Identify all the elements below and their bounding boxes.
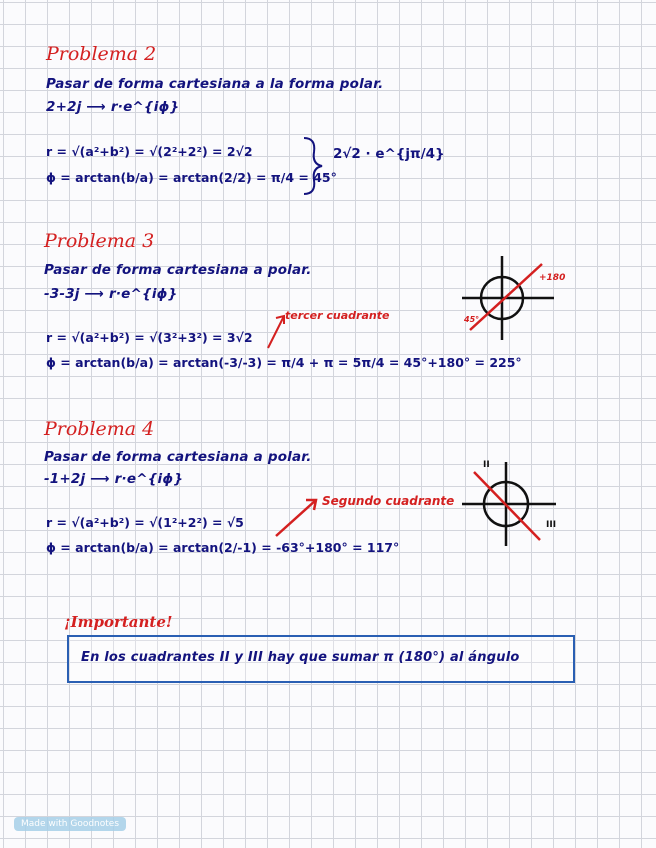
problem3-expression: -3-3j ⟶ r·e^{iϕ} (44, 286, 178, 302)
problem2-statement: Pasar de forma cartesiana a la forma polar. (46, 76, 384, 92)
arrow-icon (272, 496, 322, 540)
goodnotes-badge: Made with Goodnotes (14, 817, 126, 831)
important-box (67, 635, 575, 683)
problem4-statement: Pasar de forma cartesiana a polar. (44, 449, 312, 465)
problem3-annotation: tercer cuadrante (285, 309, 390, 322)
problem3-r-line: r = √(a²+b²) = √(3²+3²) = 3√2 (46, 330, 253, 345)
problem2-result: 2√2 · e^{jπ/4} (333, 146, 445, 162)
problem4-diagram-bottom: III (546, 520, 557, 530)
third-quadrant-diagram (458, 254, 568, 344)
problem4-expression: -1+2j ⟶ r·e^{iϕ} (44, 471, 184, 487)
problem3-statement: Pasar de forma cartesiana a polar. (44, 262, 312, 278)
problem2-phi-line: ϕ = arctan(b/a) = arctan(2/2) = π/4 = 45° (46, 170, 337, 185)
arrow-icon (266, 312, 290, 352)
problem3-title: Problema 3 (44, 230, 155, 252)
important-text: En los cuadrantes II y III hay que sumar π (180°) al ángulo (81, 650, 520, 665)
problem4-r-line: r = √(a²+b²) = √(1²+2²) = √5 (46, 515, 244, 530)
problem4-diagram-top: II (483, 460, 490, 470)
problem4-title: Problema 4 (44, 418, 155, 440)
problem3-diagram-small: 45° (464, 315, 480, 324)
problem3-phi-line: ϕ = arctan(b/a) = arctan(-3/-3) = π/4 + π = 5π/4 = 45°+180° = 225° (46, 355, 522, 370)
important-title: ¡Importante! (64, 613, 173, 631)
second-quadrant-diagram (460, 460, 560, 550)
problem2-r-line: r = √(a²+b²) = √(2²+2²) = 2√2 (46, 144, 253, 159)
brace-icon (300, 136, 330, 196)
problem3-diagram-angle: +180 (539, 273, 566, 283)
problem4-annotation: Segundo cuadrante (322, 494, 455, 508)
problem4-phi-line: ϕ = arctan(b/a) = arctan(2/-1) = -63°+180° = 117° (46, 540, 400, 555)
problem2-title: Problema 2 (46, 43, 157, 65)
problem2-expression: 2+2j ⟶ r·e^{iϕ} (46, 99, 180, 115)
